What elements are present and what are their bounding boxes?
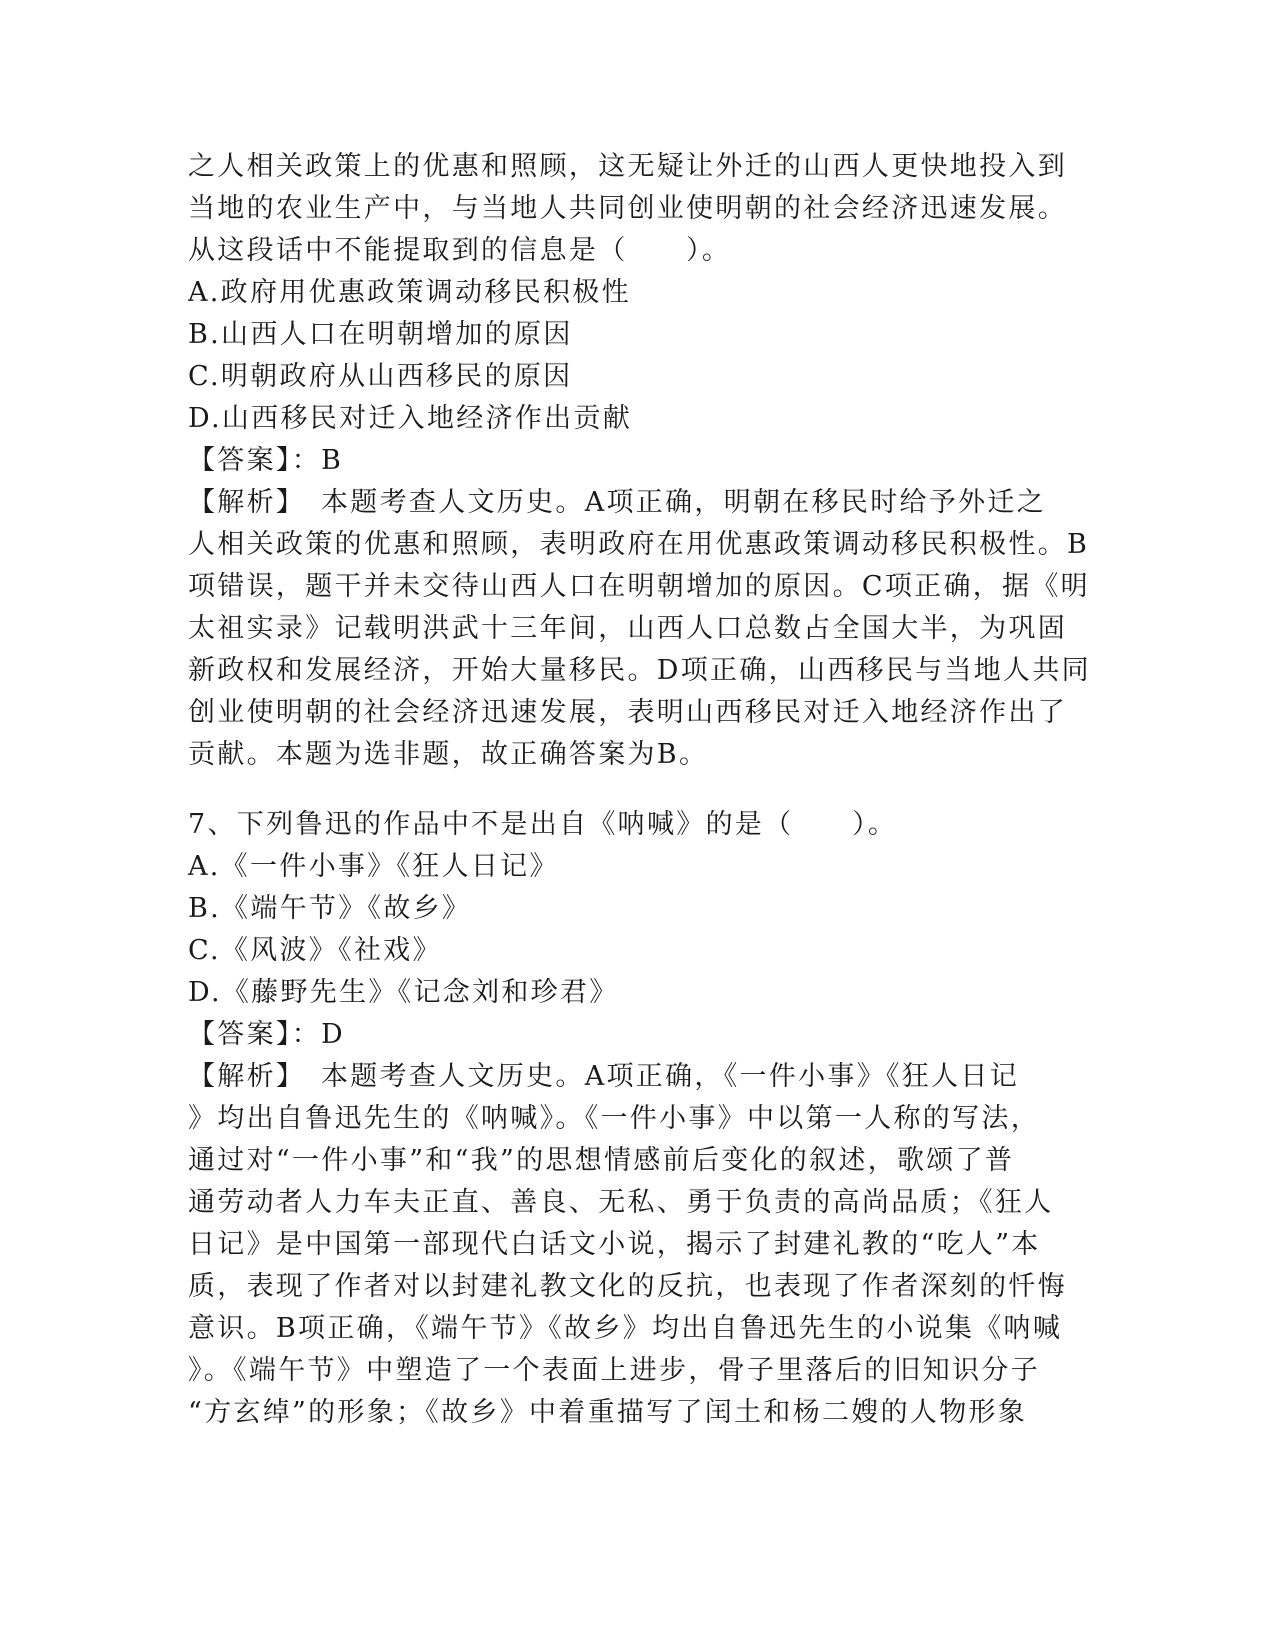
- option-c: C.《风波》《社戏》: [188, 935, 442, 966]
- option-b: B.山西人口在明朝增加的原因: [188, 319, 573, 350]
- option-a: A.《一件小事》《狂人日记》: [188, 851, 559, 882]
- option-d: D.《藤野先生》《记念刘和珍君》: [188, 977, 619, 1008]
- analysis-line: 新政权和发展经济，开始大量移民。D项正确，山西移民与当地人共同: [188, 655, 1091, 686]
- analysis-line: 意识。B项正确，《端午节》《故乡》均出自鲁迅先生的小说集《呐喊: [188, 1313, 1063, 1344]
- question-7: [188, 804, 1078, 1434]
- analysis-line: 通劳动者人力车夫正直、善良、无私、勇于负责的高尚品质；《狂人: [188, 1187, 1054, 1218]
- analysis-line: 【解析】 本题考查人文历史。A项正确，明朝在移民时给予外迁之: [188, 487, 1046, 518]
- analysis-line: 人相关政策的优惠和照顾，表明政府在用优惠政策调动移民积极性。B: [188, 529, 1090, 560]
- option-d: D.山西移民对迁入地经济作出贡献: [188, 403, 633, 434]
- analysis-line: 》均出自鲁迅先生的《呐喊》。《一件小事》中以第一人称的写法，: [188, 1103, 1040, 1134]
- analysis-line: 太祖实录》记载明洪武十三年间，山西人口总数占全国大半，为巩固: [188, 613, 1067, 644]
- analysis-line: 质，表现了作者对以封建礼教文化的反抗，也表现了作者深刻的忏悔: [188, 1271, 1067, 1302]
- option-c: C.明朝政府从山西移民的原因: [188, 361, 573, 392]
- analysis-line: 创业使明朝的社会经济迅速发展，表明山西移民对迁入地经济作出了: [188, 697, 1067, 728]
- analysis-line: 项错误，题干并未交待山西人口在明朝增加的原因。C项正确，据《明: [188, 571, 1090, 602]
- analysis-line: 贡献。本题为选非题，故正确答案为B。: [188, 739, 709, 770]
- analysis-line: 【解析】 本题考查人文历史。A项正确，《一件小事》《狂人日记: [188, 1061, 1019, 1092]
- answer-line: 【答案】：D: [188, 1019, 345, 1050]
- question-stem-line: 之人相关政策上的优惠和照顾，这无疑让外迁的山西人更快地投入到: [188, 151, 1067, 182]
- question-stem-line: 从这段话中不能提取到的信息是（ ）。: [188, 235, 732, 266]
- analysis-line: 》。《端午节》中塑造了一个表面上进步，骨子里落后的旧知识分子: [188, 1355, 1040, 1386]
- analysis-line: “方玄绰”的形象；《故乡》中着重描写了闰土和杨二嫂的人物形象: [188, 1397, 1028, 1428]
- question-spacer: [188, 776, 1078, 804]
- question-6: [188, 146, 1091, 776]
- page-content: [188, 146, 1091, 1434]
- answer-line: 【答案】：B: [188, 445, 344, 476]
- analysis-line: 通过对“一件小事”和“我”的思想情感前后变化的叙述，歌颂了普: [188, 1145, 1015, 1176]
- option-b: B.《端午节》《故乡》: [188, 893, 472, 924]
- option-a: A.政府用优惠政策调动移民积极性: [188, 277, 631, 308]
- question-stem-line: 当地的农业生产中，与当地人共同创业使明朝的社会经济迅速发展。: [188, 193, 1067, 224]
- analysis-line: 日记》是中国第一部现代白话文小说，揭示了封建礼教的“吃人”本: [188, 1229, 1041, 1260]
- question-stem: 7、下列鲁迅的作品中不是出自《呐喊》的是（ ）。: [188, 809, 898, 840]
